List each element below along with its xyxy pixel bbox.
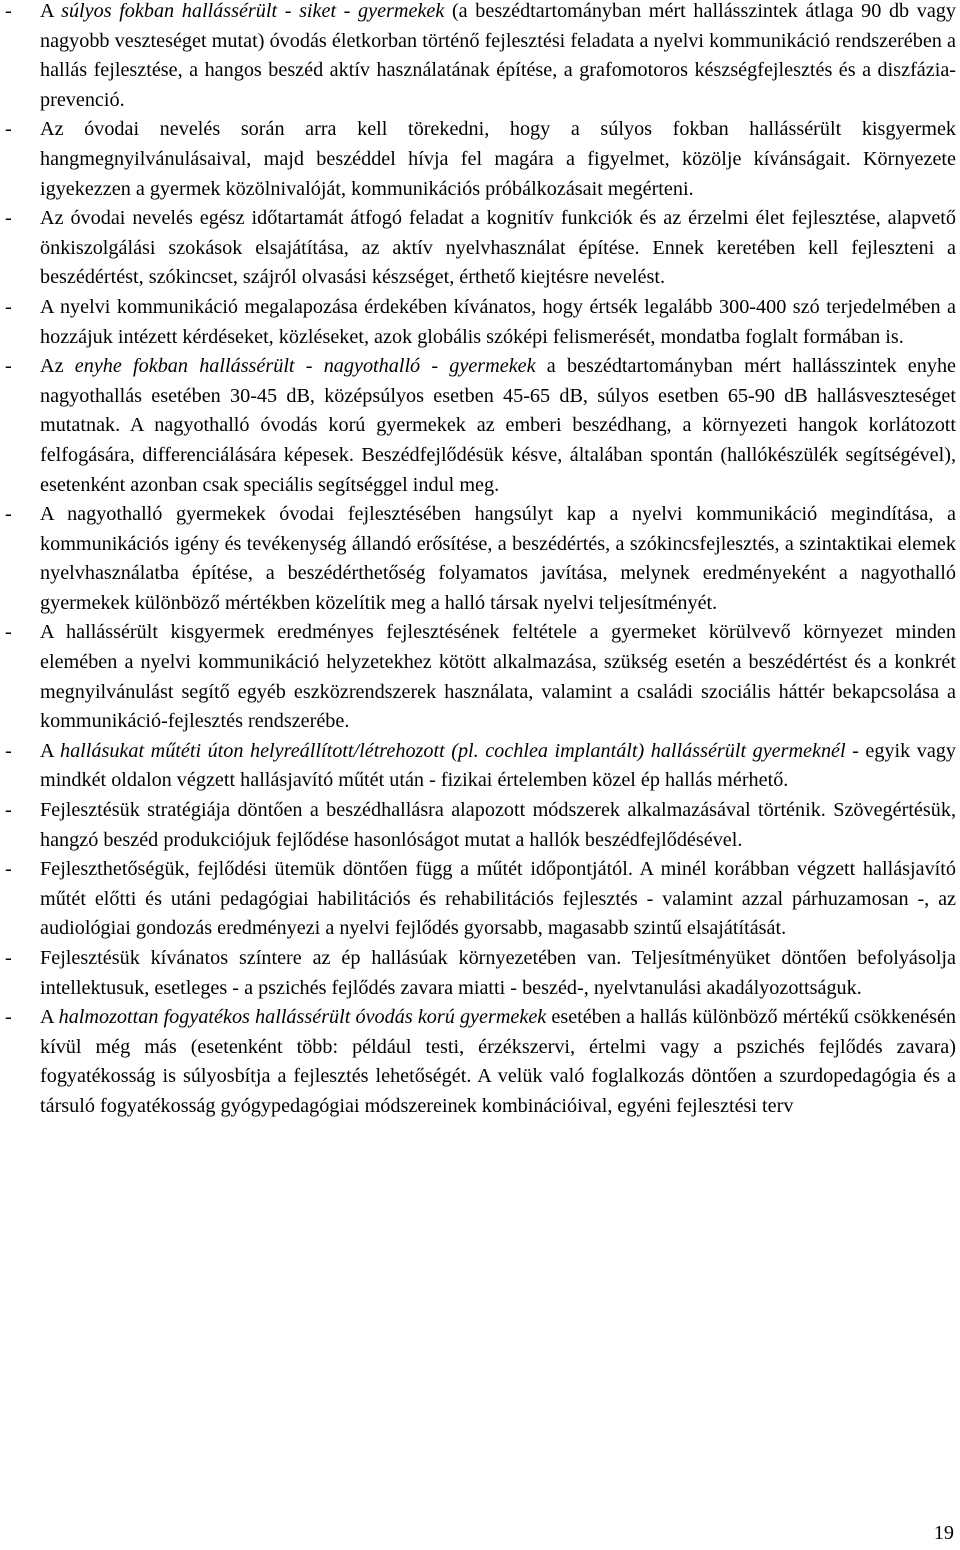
bullet-dash: - xyxy=(5,1006,12,1029)
bullet-dash: - xyxy=(5,295,12,318)
paragraph-text: esetében a hallás különböző mértékű csökkenésén kívül még más (esetenként több: például testi, érzékszervi, értelmi vagy a pszichés fejlődés zavara) fogyatékosság is súlyosbítja a fejlesztés lehetőségét. A velük való foglalkozás döntően a szurdopedagógia és a társuló fogyatékosság gyógypedagógiai módszereinek kombinációival, egyéni fejlesztési terv xyxy=(40,1006,956,1117)
list-item xyxy=(5,737,956,796)
paragraph-text: A nagyothalló gyermekek óvodai fejlesztésében hangsúlyt kap a nyelvi kommunikáció megindítása, a kommunikációs igény és tevékenység állandó erősítése, a beszédértés, a szókincsfejlesztés, a szintaktikai elemek nyelvhasználatba építése, a beszédérthetőség folyamatos javítása, melynek eredményeként a nagyothalló gyermekek különböző mértékben közelítik meg a halló társak nyelvi teljesítményét. xyxy=(40,503,956,614)
list-item xyxy=(5,1003,956,1121)
paragraph-text: Fejleszthetőségük, fejlődési ütemük döntően függ a műtét időpontjától. A minél korábban végzett hallásjavító műtét előtti és utáni pedagógiai habilitációs és rehabilitációs fejlesztés - valamint azzal párhuzamosan -, az audiológiai gondozás eredményezi a nyelvi fejlődés gyorsabb, magasabb szintű elsajátítását. xyxy=(40,858,956,940)
list-item xyxy=(5,293,956,352)
list-item xyxy=(5,618,956,736)
page-number: 19 xyxy=(933,1522,954,1544)
bullet-dash: - xyxy=(5,947,12,969)
paragraph-text: a beszédtartományban mért hallásszintek enyhe nagyothallás esetében 30-45 dB, középsúlyos esetben 45-65 dB, súlyos esetben 65-90 dB hallásveszteséget mutatnak. A nagyothalló óvodás korú gyermekek az emberi beszédhang, a környezeti hangok korlátozott felfogására, differenciálására képesek. Beszédfejlődésük késve, általában spontán (hallókészülék segítségével), esetenként azonban csak speciális segítséggel indul meg. xyxy=(40,355,957,496)
paragraph-text: Az xyxy=(40,355,75,378)
bullet-dash: - xyxy=(5,118,12,141)
paragraph-text: A xyxy=(40,0,62,22)
italic-term: hallásukat műtéti úton helyreállított/létrehozott (pl. cochlea implantált) hallássérült gyermeknél xyxy=(59,739,846,762)
bullet-dash: - xyxy=(5,0,12,22)
paragraph-text: Fejlesztésük stratégiája döntően a beszédhallásra alapozott módszerek alkalmazásával történik. Szövegértésük, hangzó beszéd produkciójuk fejlődése hasonlóságot mutat a hallók beszédfejlődésével. xyxy=(40,799,956,851)
bullet-dash: - xyxy=(5,858,12,881)
bullet-dash: - xyxy=(5,799,12,822)
bullet-list xyxy=(5,0,956,1122)
italic-term: enyhe fokban hallássérült - nagyothalló - gyermekek xyxy=(74,355,536,378)
list-item xyxy=(5,855,956,944)
list-item xyxy=(5,500,956,618)
paragraph-text: Az óvodai nevelés egész időtartamát átfogó feladat a kognitív funkciók és az érzelmi élet fejlesztése, alapvető önkiszolgálási szokások elsajátítása, az aktív nyelvhasználat építése. Ennek keretében kell fejleszteni a beszédértést, szókincset, szájról olvasási készséget, érthető kiejtésre nevelést. xyxy=(40,207,956,289)
paragraph-text: A xyxy=(40,739,60,762)
paragraph-text: A xyxy=(40,1006,59,1029)
list-item xyxy=(5,0,956,115)
paragraph-text: - egyik vagy mindkét oldalon végzett hallásjavító műtét után - fizikai értelemben közel ép hallás mérhető. xyxy=(40,739,956,792)
list-item xyxy=(5,204,956,293)
paragraph-text: (a beszédtartományban mért hallásszintek átlaga 90 db vagy nagyobb veszteséget mutat) óvodás életkorban történő fejlesztési feladata a nyelvi kommunikáció rendszerében a hallás fejlesztése, a hangos beszéd aktív használatának építése, a grafomotoros készségfejlesztés és a diszfázia-prevenció. xyxy=(40,0,956,111)
bullet-dash: - xyxy=(5,503,12,526)
list-item xyxy=(5,115,956,204)
bullet-dash: - xyxy=(5,355,12,378)
bullet-dash: - xyxy=(5,621,12,644)
bullet-dash: - xyxy=(5,739,12,762)
italic-term: halmozottan fogyatékos hallássérült óvodás korú gyermekek xyxy=(58,1006,547,1029)
paragraph-text: Fejlesztésük kívánatos színtere az ép hallásúak környezetében van. Teljesítményüket döntően befolyásolja intellektusuk, esetleges - a pszichés fejlődés zavara miatti - beszéd-, nyelvtanulási akadályozottságuk. xyxy=(40,947,956,999)
bullet-dash: - xyxy=(5,207,12,230)
list-item xyxy=(5,796,956,855)
list-item xyxy=(5,944,956,1003)
paragraph-text: A nyelvi kommunikáció megalapozása érdekében kívánatos, hogy értsék legalább 300-400 szó terjedelmében a hozzájuk intézett kérdéseket, közléseket, azok globális szóképi felismerését, mondatba foglalt formában is. xyxy=(40,295,956,348)
italic-term: súlyos fokban hallássérült - siket - gyermekek xyxy=(61,0,445,22)
list-item xyxy=(5,352,956,500)
paragraph-text: Az óvodai nevelés során arra kell törekedni, hogy a súlyos fokban hallássérült kisgyermek hangmegnyilvánulásaival, majd beszéddel hívja fel magára a figyelmet, közölje kívánságait. Környezete igyekezzen a gyermek közölnivalóját, kommunikációs próbálkozásait megérteni. xyxy=(40,118,956,200)
paragraph-text: A hallássérült kisgyermek eredményes fejlesztésének feltétele a gyermeket körülvevő környezet minden elemében a nyelvi kommunikáció helyzetekhez kötött alkalmazása, szükség esetén a beszédértést és a konkrét megnyilvánulást segítő egyéb eszközrendszerek használata, valamint a családi szociális háttér bekapcsolása a kommunikáció-fejlesztés rendszerébe. xyxy=(40,621,956,733)
